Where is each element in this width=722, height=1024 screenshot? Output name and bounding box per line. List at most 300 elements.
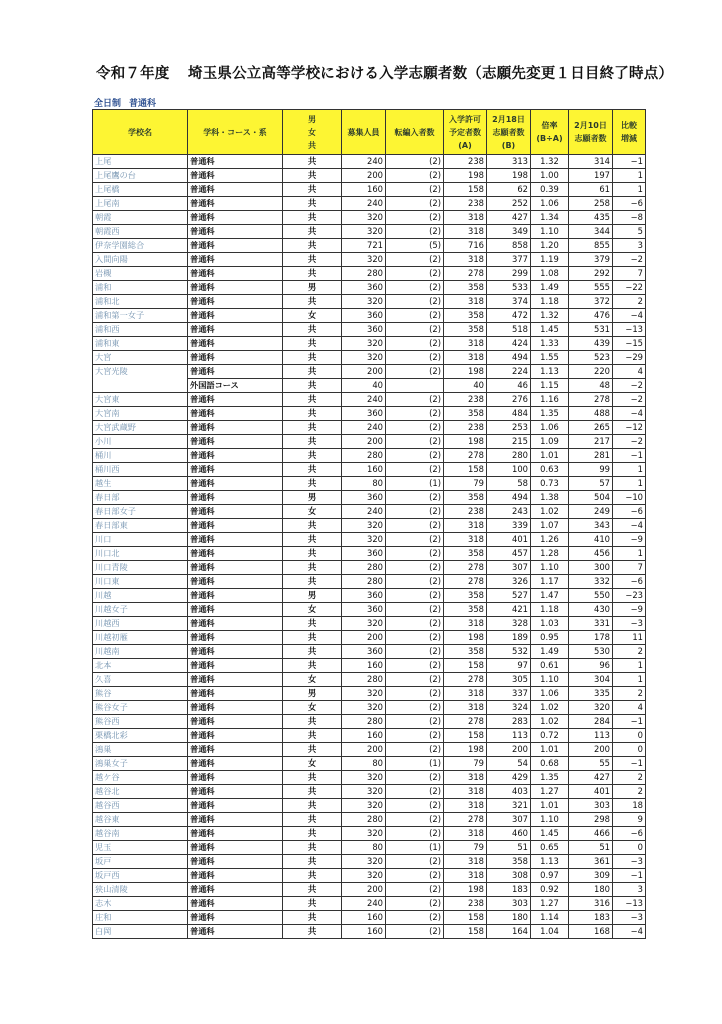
cell-feb10: 113: [569, 729, 613, 743]
cell-school: 庄和: [93, 911, 188, 925]
cell-admit: 79: [444, 841, 487, 855]
cell-course: 普通科: [188, 365, 283, 379]
cell-feb10: 220: [569, 365, 613, 379]
cell-feb10: 200: [569, 743, 613, 757]
table-row: [93, 575, 646, 589]
cell-sex: 共: [283, 855, 342, 869]
cell-sex: 共: [283, 225, 342, 239]
cell-capacity: 280: [342, 575, 386, 589]
cell-rate: 1.35: [531, 771, 569, 785]
cell-admit: 158: [444, 911, 487, 925]
cell-admit: 238: [444, 897, 487, 911]
header-diff: 比較 増減: [613, 110, 646, 155]
cell-feb10: 427: [569, 771, 613, 785]
cell-rate: 1.01: [531, 449, 569, 463]
cell-feb10: 401: [569, 785, 613, 799]
header-admit: 入学許可 予定者数 (A): [444, 110, 487, 155]
title-year: 令和７年度: [96, 66, 170, 82]
cell-feb10: 430: [569, 603, 613, 617]
cell-sex: 共: [283, 869, 342, 883]
cell-capacity: 160: [342, 659, 386, 673]
applicants-table: [92, 109, 646, 939]
table-row: [93, 589, 646, 603]
cell-feb18: 424: [487, 337, 531, 351]
cell-feb18: 339: [487, 519, 531, 533]
cell-transfer: (2): [386, 603, 444, 617]
cell-rate: 1.27: [531, 897, 569, 911]
cell-diff: 1: [613, 673, 646, 687]
cell-school: 児玉: [93, 841, 188, 855]
cell-school: 熊谷女子: [93, 701, 188, 715]
cell-admit: 278: [444, 813, 487, 827]
header-school: 学校名: [93, 110, 188, 155]
cell-feb10: 48: [569, 379, 613, 393]
cell-feb18: 113: [487, 729, 531, 743]
cell-school: 浦和東: [93, 337, 188, 351]
table-row: [93, 239, 646, 253]
cell-diff: 2: [613, 785, 646, 799]
table-row: [93, 421, 646, 435]
cell-diff: 1: [613, 659, 646, 673]
cell-feb18: 349: [487, 225, 531, 239]
cell-course: 普通科: [188, 729, 283, 743]
cell-feb10: 284: [569, 715, 613, 729]
cell-feb10: 361: [569, 855, 613, 869]
table-row: [93, 169, 646, 183]
cell-feb10: 99: [569, 463, 613, 477]
cell-feb18: 276: [487, 393, 531, 407]
table-row: [93, 827, 646, 841]
cell-school: 白岡: [93, 925, 188, 939]
cell-diff: 2: [613, 687, 646, 701]
cell-school: 入間向陽: [93, 253, 188, 267]
table-row: [93, 267, 646, 281]
cell-feb10: 344: [569, 225, 613, 239]
cell-feb18: 307: [487, 561, 531, 575]
table-row: [93, 687, 646, 701]
table-row: [93, 463, 646, 477]
cell-sex: 女: [283, 603, 342, 617]
cell-rate: 1.32: [531, 309, 569, 323]
cell-diff: 5: [613, 225, 646, 239]
cell-course: 普通科: [188, 687, 283, 701]
cell-transfer: (2): [386, 449, 444, 463]
cell-transfer: (2): [386, 799, 444, 813]
cell-school: 狭山清陵: [93, 883, 188, 897]
cell-transfer: (2): [386, 463, 444, 477]
cell-transfer: (2): [386, 407, 444, 421]
cell-rate: 0.68: [531, 757, 569, 771]
cell-admit: 158: [444, 183, 487, 197]
cell-sex: 共: [283, 337, 342, 351]
cell-admit: 358: [444, 603, 487, 617]
cell-diff: −1: [613, 757, 646, 771]
cell-feb10: 298: [569, 813, 613, 827]
cell-feb18: 200: [487, 743, 531, 757]
cell-admit: 278: [444, 267, 487, 281]
cell-course: 普通科: [188, 841, 283, 855]
cell-transfer: (2): [386, 743, 444, 757]
cell-transfer: (2): [386, 561, 444, 575]
cell-admit: 716: [444, 239, 487, 253]
cell-admit: 198: [444, 435, 487, 449]
cell-diff: −1: [613, 715, 646, 729]
cell-admit: 318: [444, 253, 487, 267]
cell-sex: 共: [283, 547, 342, 561]
cell-feb10: 57: [569, 477, 613, 491]
cell-diff: 7: [613, 561, 646, 575]
cell-admit: 318: [444, 701, 487, 715]
cell-admit: 318: [444, 519, 487, 533]
cell-school: 朝霞西: [93, 225, 188, 239]
cell-feb18: 180: [487, 911, 531, 925]
cell-diff: 11: [613, 631, 646, 645]
cell-transfer: (2): [386, 589, 444, 603]
section-subtitle: [94, 96, 164, 109]
cell-rate: 1.02: [531, 701, 569, 715]
cell-capacity: 240: [342, 421, 386, 435]
cell-capacity: 200: [342, 365, 386, 379]
cell-course: 普通科: [188, 155, 283, 169]
table-row: [93, 659, 646, 673]
cell-sex: 共: [283, 183, 342, 197]
cell-transfer: (1): [386, 841, 444, 855]
cell-rate: 1.17: [531, 575, 569, 589]
cell-feb18: 532: [487, 645, 531, 659]
cell-school: 川口東: [93, 575, 188, 589]
cell-diff: −22: [613, 281, 646, 295]
cell-capacity: 200: [342, 169, 386, 183]
cell-school: 越ケ谷: [93, 771, 188, 785]
cell-transfer: (2): [386, 393, 444, 407]
cell-school: 浦和: [93, 281, 188, 295]
cell-rate: 1.02: [531, 505, 569, 519]
cell-admit: 318: [444, 533, 487, 547]
cell-capacity: 160: [342, 911, 386, 925]
cell-admit: 318: [444, 771, 487, 785]
cell-sex: 男: [283, 281, 342, 295]
cell-course: 普通科: [188, 771, 283, 785]
cell-feb18: 858: [487, 239, 531, 253]
cell-transfer: (2): [386, 211, 444, 225]
cell-rate: 1.10: [531, 673, 569, 687]
cell-capacity: 80: [342, 477, 386, 491]
cell-school: 川口北: [93, 547, 188, 561]
cell-rate: 1.13: [531, 855, 569, 869]
cell-course: 普通科: [188, 449, 283, 463]
cell-capacity: 320: [342, 701, 386, 715]
cell-sex: 共: [283, 561, 342, 575]
cell-diff: −2: [613, 253, 646, 267]
cell-school: 上尾南: [93, 197, 188, 211]
cell-diff: −3: [613, 617, 646, 631]
table-row: [93, 197, 646, 211]
table-row: [93, 225, 646, 239]
table-row: [93, 519, 646, 533]
cell-transfer: (2): [386, 771, 444, 785]
cell-rate: 1.19: [531, 253, 569, 267]
cell-diff: −13: [613, 897, 646, 911]
cell-feb10: 292: [569, 267, 613, 281]
cell-sex: 共: [283, 883, 342, 897]
cell-admit: 358: [444, 323, 487, 337]
cell-school: 熊谷西: [93, 715, 188, 729]
cell-transfer: (2): [386, 659, 444, 673]
cell-diff: −10: [613, 491, 646, 505]
cell-capacity: 360: [342, 309, 386, 323]
cell-transfer: (2): [386, 547, 444, 561]
header-feb10: 2月10日 志願者数: [569, 110, 613, 155]
cell-diff: 4: [613, 701, 646, 715]
cell-course: 普通科: [188, 533, 283, 547]
cell-feb10: 410: [569, 533, 613, 547]
cell-diff: 7: [613, 267, 646, 281]
cell-feb10: 466: [569, 827, 613, 841]
cell-school: 上尾鷹の台: [93, 169, 188, 183]
cell-admit: 238: [444, 393, 487, 407]
cell-admit: 318: [444, 295, 487, 309]
cell-sex: 共: [283, 519, 342, 533]
cell-capacity: 320: [342, 519, 386, 533]
cell-course: 普通科: [188, 645, 283, 659]
cell-admit: 358: [444, 645, 487, 659]
cell-admit: 318: [444, 351, 487, 365]
cell-sex: 共: [283, 785, 342, 799]
cell-feb18: 374: [487, 295, 531, 309]
table-row: [93, 183, 646, 197]
cell-school: 川越女子: [93, 603, 188, 617]
cell-course: 普通科: [188, 925, 283, 939]
cell-school: 川越西: [93, 617, 188, 631]
cell-feb10: 504: [569, 491, 613, 505]
cell-capacity: 320: [342, 827, 386, 841]
cell-feb10: 555: [569, 281, 613, 295]
cell-feb18: 403: [487, 785, 531, 799]
cell-school: 志木: [93, 897, 188, 911]
cell-school: 越谷南: [93, 827, 188, 841]
cell-transfer: (2): [386, 169, 444, 183]
cell-sex: 共: [283, 743, 342, 757]
cell-school: 大宮光陵: [93, 365, 188, 393]
cell-course: 普通科: [188, 799, 283, 813]
cell-rate: 1.10: [531, 813, 569, 827]
cell-capacity: 320: [342, 225, 386, 239]
cell-sex: 共: [283, 911, 342, 925]
cell-school: 伊奈学園総合: [93, 239, 188, 253]
cell-transfer: (2): [386, 855, 444, 869]
cell-sex: 共: [283, 421, 342, 435]
cell-course: 普通科: [188, 855, 283, 869]
cell-feb18: 54: [487, 757, 531, 771]
cell-rate: 1.32: [531, 155, 569, 169]
cell-transfer: (2): [386, 813, 444, 827]
cell-rate: 0.73: [531, 477, 569, 491]
cell-diff: −1: [613, 155, 646, 169]
cell-school: 坂戸: [93, 855, 188, 869]
cell-diff: −9: [613, 533, 646, 547]
cell-feb10: 456: [569, 547, 613, 561]
table-row: [93, 869, 646, 883]
cell-feb10: 314: [569, 155, 613, 169]
cell-course: 普通科: [188, 421, 283, 435]
cell-capacity: 80: [342, 841, 386, 855]
cell-feb18: 518: [487, 323, 531, 337]
table-row: [93, 785, 646, 799]
cell-capacity: 280: [342, 715, 386, 729]
cell-school: 坂戸西: [93, 869, 188, 883]
cell-rate: 1.06: [531, 197, 569, 211]
cell-admit: 158: [444, 925, 487, 939]
cell-transfer: (2): [386, 785, 444, 799]
cell-feb18: 224: [487, 365, 531, 379]
cell-school: 大宮武蔵野: [93, 421, 188, 435]
cell-school: 春日部東: [93, 519, 188, 533]
cell-school: 桶川西: [93, 463, 188, 477]
cell-sex: 男: [283, 589, 342, 603]
cell-feb18: 283: [487, 715, 531, 729]
cell-capacity: 280: [342, 813, 386, 827]
cell-capacity: 280: [342, 267, 386, 281]
cell-sex: 共: [283, 659, 342, 673]
cell-rate: 1.35: [531, 407, 569, 421]
table-row: [93, 701, 646, 715]
table-row: [93, 603, 646, 617]
cell-feb18: 164: [487, 925, 531, 939]
cell-sex: 共: [283, 771, 342, 785]
cell-sex: 共: [283, 267, 342, 281]
cell-sex: 女: [283, 701, 342, 715]
cell-sex: 共: [283, 631, 342, 645]
cell-transfer: (2): [386, 505, 444, 519]
cell-capacity: 320: [342, 337, 386, 351]
cell-feb18: 337: [487, 687, 531, 701]
cell-capacity: 360: [342, 603, 386, 617]
cell-transfer: (2): [386, 267, 444, 281]
table-row: [93, 435, 646, 449]
cell-admit: 79: [444, 757, 487, 771]
cell-school: 浦和第一女子: [93, 309, 188, 323]
cell-feb10: 180: [569, 883, 613, 897]
table-row: [93, 491, 646, 505]
cell-diff: −13: [613, 323, 646, 337]
cell-rate: 1.10: [531, 225, 569, 239]
cell-feb10: 343: [569, 519, 613, 533]
cell-feb18: 421: [487, 603, 531, 617]
cell-transfer: (2): [386, 323, 444, 337]
cell-transfer: (2): [386, 673, 444, 687]
cell-feb10: 439: [569, 337, 613, 351]
cell-school: 越生: [93, 477, 188, 491]
cell-course: 普通科: [188, 309, 283, 323]
cell-feb10: 281: [569, 449, 613, 463]
table-row: [93, 925, 646, 939]
cell-rate: 1.10: [531, 561, 569, 575]
cell-feb18: 299: [487, 267, 531, 281]
cell-transfer: (2): [386, 309, 444, 323]
cell-diff: 2: [613, 295, 646, 309]
cell-rate: 1.01: [531, 799, 569, 813]
cell-admit: 318: [444, 617, 487, 631]
cell-course: 普通科: [188, 337, 283, 351]
cell-school: 鴻巣: [93, 743, 188, 757]
cell-course: 普通科: [188, 407, 283, 421]
cell-capacity: 240: [342, 897, 386, 911]
cell-capacity: 240: [342, 505, 386, 519]
table-row: [93, 547, 646, 561]
cell-rate: 1.06: [531, 687, 569, 701]
table-row: [93, 743, 646, 757]
cell-sex: 男: [283, 491, 342, 505]
cell-transfer: (2): [386, 253, 444, 267]
header-sex: 男 女 共: [283, 110, 342, 155]
cell-feb18: 328: [487, 617, 531, 631]
cell-capacity: 200: [342, 631, 386, 645]
table-row: [93, 715, 646, 729]
cell-rate: 1.49: [531, 645, 569, 659]
cell-admit: 318: [444, 799, 487, 813]
cell-rate: 0.63: [531, 463, 569, 477]
cell-diff: −2: [613, 393, 646, 407]
cell-feb10: 258: [569, 197, 613, 211]
cell-diff: −3: [613, 855, 646, 869]
cell-transfer: (2): [386, 491, 444, 505]
cell-course: 普通科: [188, 435, 283, 449]
cell-capacity: 360: [342, 407, 386, 421]
cell-course: 普通科: [188, 183, 283, 197]
cell-feb10: 531: [569, 323, 613, 337]
cell-feb18: 377: [487, 253, 531, 267]
cell-course: 普通科: [188, 617, 283, 631]
cell-rate: 1.47: [531, 589, 569, 603]
cell-feb10: 96: [569, 659, 613, 673]
cell-diff: −23: [613, 589, 646, 603]
table-row: [93, 799, 646, 813]
cell-feb18: 280: [487, 449, 531, 463]
cell-transfer: (2): [386, 687, 444, 701]
table-row: [93, 309, 646, 323]
cell-capacity: 320: [342, 855, 386, 869]
cell-admit: 318: [444, 337, 487, 351]
cell-admit: 358: [444, 309, 487, 323]
cell-capacity: 200: [342, 883, 386, 897]
cell-school: 川越: [93, 589, 188, 603]
cell-admit: 79: [444, 477, 487, 491]
cell-capacity: 200: [342, 743, 386, 757]
table-row: [93, 281, 646, 295]
cell-feb10: 855: [569, 239, 613, 253]
cell-feb10: 550: [569, 589, 613, 603]
cell-diff: −29: [613, 351, 646, 365]
cell-feb18: 494: [487, 351, 531, 365]
cell-capacity: 160: [342, 729, 386, 743]
cell-feb10: 55: [569, 757, 613, 771]
cell-sex: 共: [283, 155, 342, 169]
cell-feb10: 278: [569, 393, 613, 407]
cell-rate: 1.04: [531, 925, 569, 939]
cell-diff: −1: [613, 449, 646, 463]
cell-admit: 318: [444, 211, 487, 225]
cell-feb18: 457: [487, 547, 531, 561]
cell-rate: 1.20: [531, 239, 569, 253]
cell-school: 春日部女子: [93, 505, 188, 519]
cell-rate: 1.28: [531, 547, 569, 561]
cell-feb18: 189: [487, 631, 531, 645]
table-row: [93, 561, 646, 575]
cell-course: 普通科: [188, 701, 283, 715]
cell-sex: 女: [283, 757, 342, 771]
cell-transfer: (2): [386, 617, 444, 631]
table-row: [93, 617, 646, 631]
